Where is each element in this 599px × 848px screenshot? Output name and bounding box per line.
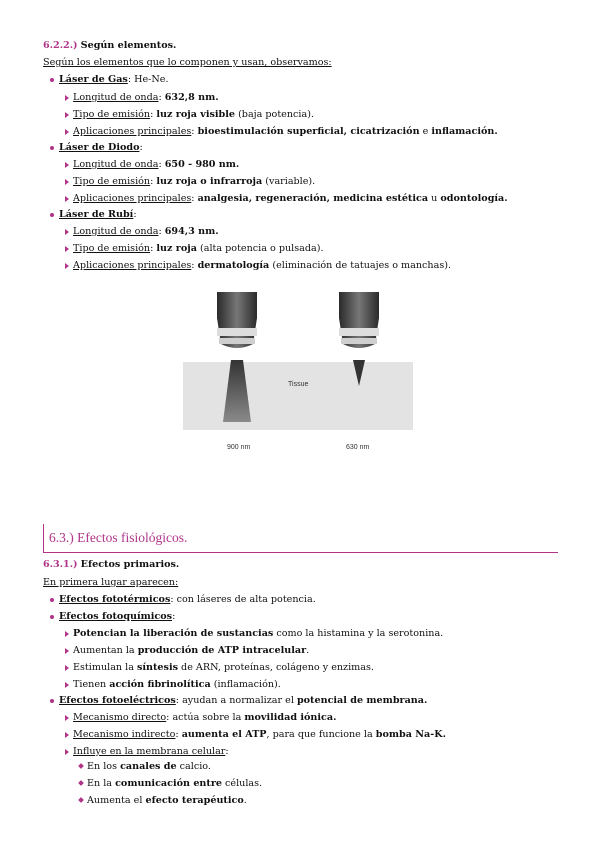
arrow-bullet [65,112,69,118]
efectos-fotoelectricos: Efectos fotoeléctricos: ayudan a normalizar el potencial de membrana. [59,695,428,706]
arrow-bullet [65,648,69,654]
intro-text: Según los elementos que lo componen y usan, observamos: [43,57,332,68]
arrow-bullet [65,95,69,101]
bullet [50,213,54,217]
rubi-emission: Tipo de emisión: luz roja (alta potencia o pulsada). [73,243,324,254]
arrow-bullet [65,196,69,202]
label-900nm: 900 nm [227,444,251,451]
diodo-wavelength: Longitud de onda: 650 - 980 nm. [73,159,240,170]
laser-rubi-line: Láser de Rubí: [59,209,137,220]
membrana-sub-2: En la comunicación entre células. [87,778,263,789]
quimico-item-1: Potencian la liberación de sustancias como la histamina y la serotonina. [73,628,444,639]
rubi-wavelength: Longitud de onda: 694,3 nm. [73,226,219,237]
rubi-applications: Aplicaciones principales: dermatología (eliminación de tatuajes o manchas). [73,260,452,271]
diamond-bullet [78,763,84,769]
subsection-title: Efectos primarios. [80,559,180,570]
laser-tissue-figure [183,290,413,460]
diodo-applications: Aplicaciones principales: analgesia, regeneración, medicina estética u odontología. [73,193,508,204]
arrow-bullet [65,179,69,185]
probe-left [217,292,257,348]
bullet [50,146,54,150]
laser-gas-label: Láser de Gas [59,74,128,85]
gas-wavelength: Longitud de onda: 632,8 nm. [73,92,219,103]
label-630nm: 630 nm [346,444,370,451]
subsection-number: 6.3.1.) [43,559,78,570]
quimico-item-4: Tienen acción fibrinolítica (inflamación). [73,679,281,690]
intro-text-2: En primera lugar aparecen: [43,577,179,588]
section-number: 6.2.2.) [43,40,78,51]
quimico-item-2: Aumentan la producción de ATP intracelular. [73,645,310,656]
arrow-bullet [65,229,69,235]
arrow-bullet [65,162,69,168]
diamond-bullet [78,780,84,786]
diamond-bullet [78,797,84,803]
arrow-bullet [65,631,69,637]
arrow-bullet [65,749,69,755]
laser-rubi-label: Láser de Rubí [59,209,134,220]
laser-diodo-label: Láser de Diodo [59,142,140,153]
tissue-block [183,362,413,430]
membrana-sub-3: Aumenta el efecto terapéutico. [87,795,247,806]
section-title: Según elementos. [80,40,177,51]
efectos-fototermicos: Efectos fototérmicos: con láseres de alta potencia. [59,594,316,605]
probe-right [339,292,379,348]
arrow-bullet [65,129,69,135]
bullet [50,598,54,602]
bullet [50,78,54,82]
quimico-item-3: Estimulan la síntesis de ARN, proteínas, colágeno y enzimas. [73,662,374,673]
electrico-item-3: Influye en la membrana celular: [73,746,229,757]
bullet [50,615,54,619]
arrow-bullet [65,715,69,721]
arrow-bullet [65,263,69,269]
subsection-6-3-1-heading [43,559,179,571]
laser-gas-value: He-Ne. [131,74,169,85]
bullet [50,699,54,703]
arrow-bullet [65,682,69,688]
efectos-fotoquimicos: Efectos fotoquímicos: [59,611,176,622]
arrow-bullet [65,732,69,738]
section-6-3-heading [43,524,558,553]
section-6-3-title: 6.3.) Efectos fisiológicos. [49,530,188,545]
diodo-emission: Tipo de emisión: luz roja o infrarroja (variable). [73,176,316,187]
gas-emission: Tipo de emisión: luz roja visible (baja potencia). [73,109,314,120]
membrana-sub-1: En los canales de calcio. [87,761,211,772]
laser-diodo-line: Láser de Diodo: [59,142,143,153]
electrico-item-2: Mecanismo indirecto: aumenta el ATP, para que funcione la bomba Na-K. [73,729,446,740]
electrico-item-1: Mecanismo directo: actúa sobre la movilidad iónica. [73,712,337,723]
tissue-label: Tissue [288,381,309,388]
laser-gas-line: Láser de Gas: He-Ne. [59,74,169,85]
section-6-2-2-heading [43,40,176,52]
gas-applications: Aplicaciones principales: bioestimulación superficial, cicatrización e inflamación. [73,126,498,137]
arrow-bullet [65,246,69,252]
arrow-bullet [65,665,69,671]
